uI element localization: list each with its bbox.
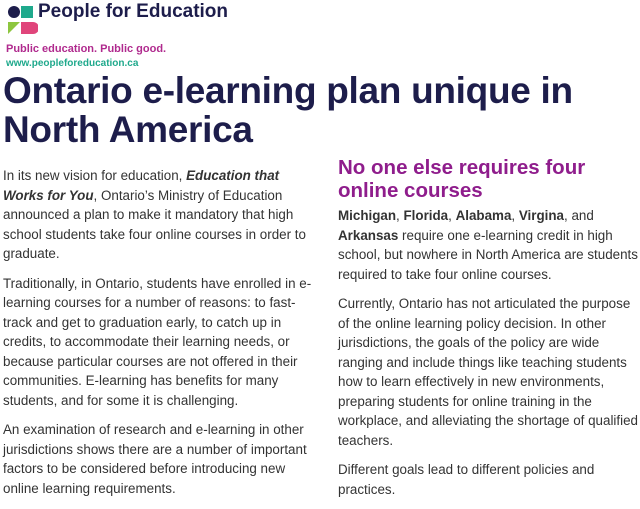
states-paragraph: [338, 206, 638, 284]
people-for-education-logo-icon: [6, 4, 38, 42]
section-heading: No one else requires four online courses: [338, 156, 586, 202]
page-title: Ontario e-learning plan unique in North America: [3, 70, 573, 150]
state-michigan: Michigan: [338, 208, 397, 223]
intro-text-a: In its new vision for education,: [3, 168, 187, 183]
state-virgina: Virgina: [518, 208, 565, 223]
research-paragraph: An examination of research and e-learning in other jurisdictions shows there are a number of important factors to be considered before introducing new online learning requirements.: [3, 422, 307, 496]
tagline: Public education. Public good.: [6, 43, 167, 55]
intro-text-c: , Ontario’s Ministry of Education announced a plan to make it mandatory that high school students take four online courses in order to graduate.: [3, 187, 306, 261]
goals-paragraph: Different goals lead to different policies and practices.: [338, 462, 595, 497]
website-link[interactable]: www.peopleforeducation.ca: [6, 58, 139, 69]
state-florida: Florida: [403, 208, 449, 223]
states-text: require one e-learning credit in high school, but nowhere in North America are students required to take four online courses.: [338, 227, 638, 282]
right-column: [338, 156, 638, 509]
separator: ,: [396, 208, 404, 223]
state-arkansas: Arkansas: [338, 227, 399, 243]
left-column: [3, 166, 313, 508]
purpose-paragraph: Currently, Ontario has not articulated the purpose of the online learning policy decision. In other jurisdictions, the goals of the policy are wide ranging and include things like teaching students how to learn effectively in new environments, preparing students for online training in the workplace, and alleviating the shortage of qualified teachers.: [338, 296, 638, 448]
traditional-paragraph: Traditionally, in Ontario, students have enrolled in e-learning courses for a number of reasons: to fast-track and get to graduation early, to catch up in credits, to accommodate their learning needs, or because particular courses are not offered in their communities. E-learning has benefits for many students, and for some it is challenging.: [3, 275, 312, 408]
policy-name: Education that Works for You: [3, 168, 280, 203]
logo-text: People for Education: [38, 1, 229, 22]
separator: ,: [511, 208, 519, 223]
state-alabama: Alabama: [455, 208, 512, 223]
intro-paragraph: [3, 166, 313, 264]
separator: , and: [564, 208, 594, 223]
separator: ,: [448, 208, 456, 223]
